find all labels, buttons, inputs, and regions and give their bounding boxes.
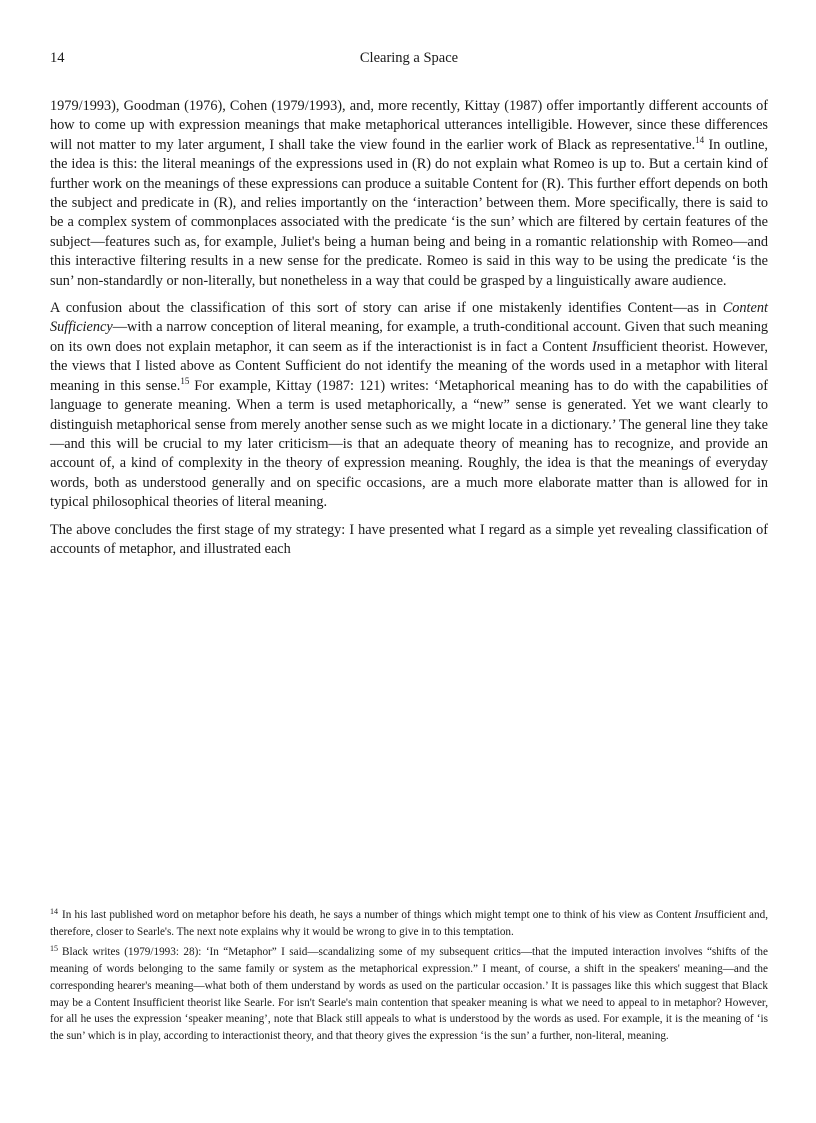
page-header [50, 50, 768, 70]
text-run: A confusion about the classification of this sort of story can arise if one mistakenly identifies Content—as in [50, 300, 723, 317]
running-head: Clearing a Space [359, 50, 459, 66]
page-number: 14 [50, 50, 65, 66]
text-run: sufficient and, therefore, closer to Searle's. The next note explains why it would be wrong to give in to this temptation. [50, 909, 768, 938]
text-run: In outline, the idea is this: the literal meanings of the expressions used in (R) do not explain what Romeo is up to. But a certain kind of further work on the meanings of these expressions can produce a suitable Content for (R). This further effort depends on both the subject and predicate in (R), and relies importantly on the ‘interaction’ between them. More specifically, there is said to be a complex system of commonplaces associated with the predicate ‘is the sun’ which are filtered by certain features of the subject—features such as, for example, Juliet's being a human being and being in a romantic relationship with Romeo—and this interactive filtering results in a new sense for the predicate. Romeo is said in this way to be using the predicate ‘is the sun’ non-standardly or non-literally, but nonetheless in a way that could be grasped by a linguistically aware audience. [50, 136, 768, 289]
text-run: Black writes (1979/1993: 28): ‘In “Metaphor” I said—scandalizing some of my subsequent critics—that the imputed interaction involves “shifts of the meaning of words belonging to the same family or system as the metaphorical expression.” I meant, of course, a shift in the speakers' meaning—and the corresponding hearer's meaning—what both of them understand by words as used on the particular occasion.’ It is passages like this which suggest that Black may be a Content Insufficient theorist like Searle. For isn't Searle's main contention that speaker meaning is what we need to appeal to in metaphor? However, for all he uses the expression ‘speaker meaning’, note that Black still appeals to what is understood by the words as used. For example, it is the meaning of ‘is the sun’ which is in play, according to interactionist theory, and that theory gives the expression ‘is the sun’ a further, non-literal, meaning. [50, 946, 768, 1042]
italic-text: In [591, 338, 604, 355]
italic-text: Content Sufficiency [50, 300, 768, 336]
footnote-number: 14 [50, 907, 58, 916]
footnote-number: 15 [50, 944, 58, 954]
footnote-15 [50, 944, 768, 1044]
footnote-ref: 15 [180, 375, 190, 386]
text-run: 1979/1993), Goodman (1976), Cohen (1979/1993), and, more recently, Kittay (1987) offer importantly different accounts of how to come up with expression meanings that make metaphorical utterances intelligible. However, since these differences will not matter to my later argument, I shall take the view found in the earlier work of Black as representative. [50, 98, 768, 153]
italic-text: In [694, 909, 704, 921]
footnote-14 [50, 907, 768, 940]
main-text [50, 97, 768, 567]
text-run: sufficient theorist. However, the views that I listed above as Content Sufficient do not identify the meaning of the words used in a metaphor with literal meaning in this sense. [50, 338, 768, 394]
footnotes [50, 907, 768, 1049]
paragraph-2 [50, 299, 768, 512]
paragraph-3 [50, 521, 768, 560]
text-run: —with a narrow conception of literal meaning, for example, a truth-conditional account. Given that such meaning on its own does not explain metaphor, it can seem as if the interactionist is in fact a Content [50, 319, 768, 355]
text-run: The above concludes the first stage of my strategy: I have presented what I regard as a simple yet revealing classification of accounts of metaphor, and illustrated each [50, 521, 768, 557]
paragraph-1 [50, 97, 768, 291]
text-run: In his last published word on metaphor before his death, he says a number of things which might tempt one to think of his view as Content [62, 909, 695, 921]
footnote-ref: 14 [695, 134, 705, 145]
text-run: For example, Kittay (1987: 121) writes: ‘Metaphorical meaning has to do with the capabilities of language to generate meaning. When a term is used metaphorically, a “new” sense is generated. Yet we want clearly to distinguish metaphorical sense from merely another sense such as we might locate in a dictionary.’ The general line they take—and this will be crucial to my later criticism—is that an adequate theory of meaning has to recognize, and provide an account of, a kind of complexity in the theory of expression meaning. Roughly, the idea is that the meanings of everyday words, both as understood generally and on specific occasions, are a much more elaborate matter than is allowed for in typical philosophical theories of literal meaning. [50, 377, 768, 511]
